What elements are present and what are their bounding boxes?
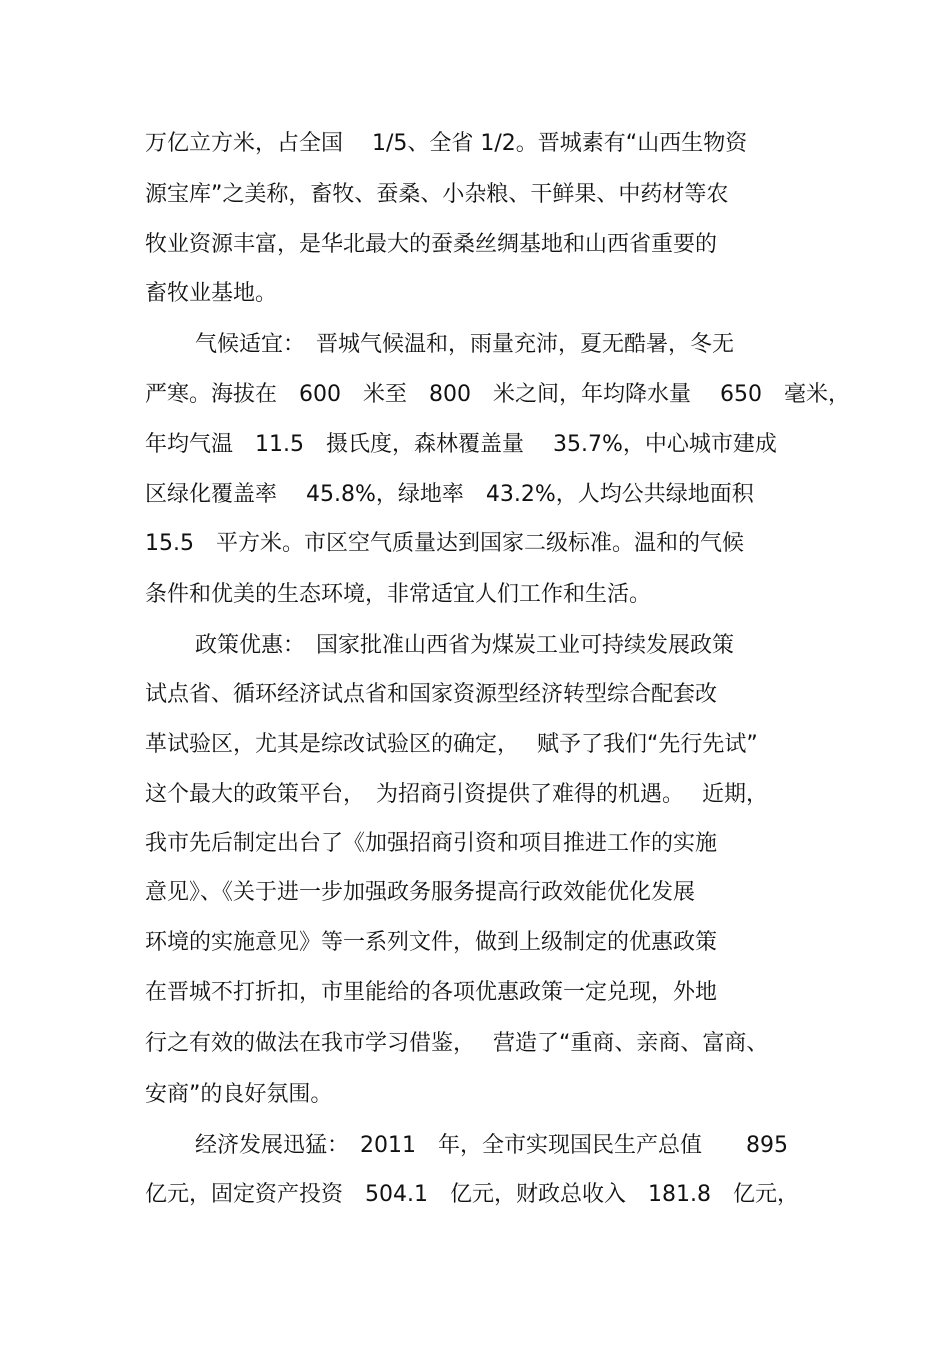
text-line: 安商”的良好氛围。	[145, 1082, 333, 1107]
text-line: 亿元，固定资产投资 504.1 亿元，财政总收入 181.8 亿元，	[145, 1182, 799, 1207]
text-line: 畜牧业基地。	[145, 281, 278, 306]
text-line: 15.5 平方米。市区空气质量达到国家二级标准。温和的气候	[145, 531, 744, 556]
text-line: 环境的实施意见》等一系列文件，做到上级制定的优惠政策	[145, 930, 718, 955]
text-line: 条件和优美的生态环境，非常适宜人们工作和生活。	[145, 582, 652, 607]
paragraph-start-line: 气候适宜： 晋城气候温和，雨量充沛，夏无酷暑，冬无	[195, 332, 735, 357]
text-line: 严寒。海拔在 600 米至 800 米之间，年均降水量 650 毫米，	[145, 382, 850, 407]
paragraph-start-line: 政策优惠： 国家批准山西省为煤炭工业可持续发展政策	[195, 633, 735, 658]
text-line: 行之有效的做法在我市学习借鉴， 营造了“重商、亲商、富商、	[145, 1031, 769, 1056]
text-line: 源宝库”之美称，畜牧、蚕桑、小杂粮、干鲜果、中药材等农	[145, 182, 729, 207]
text-line: 万亿立方米，占全国 1/5、全省 1/2。晋城素有“山西生物资	[145, 131, 748, 156]
text-line: 革试验区，尤其是综改试验区的确定， 赋予了我们“先行先试”	[145, 732, 758, 757]
text-line: 区绿化覆盖率 45.8%，绿地率 43.2%，人均公共绿地面积	[145, 482, 754, 507]
text-line: 在晋城不打折扣，市里能给的各项优惠政策一定兑现，外地	[145, 980, 718, 1005]
text-line: 试点省、循环经济试点省和国家资源型经济转型综合配套改	[145, 682, 718, 707]
text-line: 年均气温 11.5 摄氏度，森林覆盖量 35.7%，中心城市建成	[145, 432, 777, 457]
paragraph-start-line: 经济发展迅猛： 2011 年，全市实现国民生产总值 895	[195, 1133, 788, 1158]
text-line: 牧业资源丰富，是华北最大的蚕桑丝绸基地和山西省重要的	[145, 232, 718, 257]
text-line: 我市先后制定出台了《加强招商引资和项目推进工作的实施	[145, 831, 718, 856]
text-line: 这个最大的政策平台， 为招商引资提供了难得的机遇。 近期，	[145, 782, 768, 807]
text-line: 意见》、《关于进一步加强政务服务提高行政效能优化发展	[145, 880, 696, 905]
